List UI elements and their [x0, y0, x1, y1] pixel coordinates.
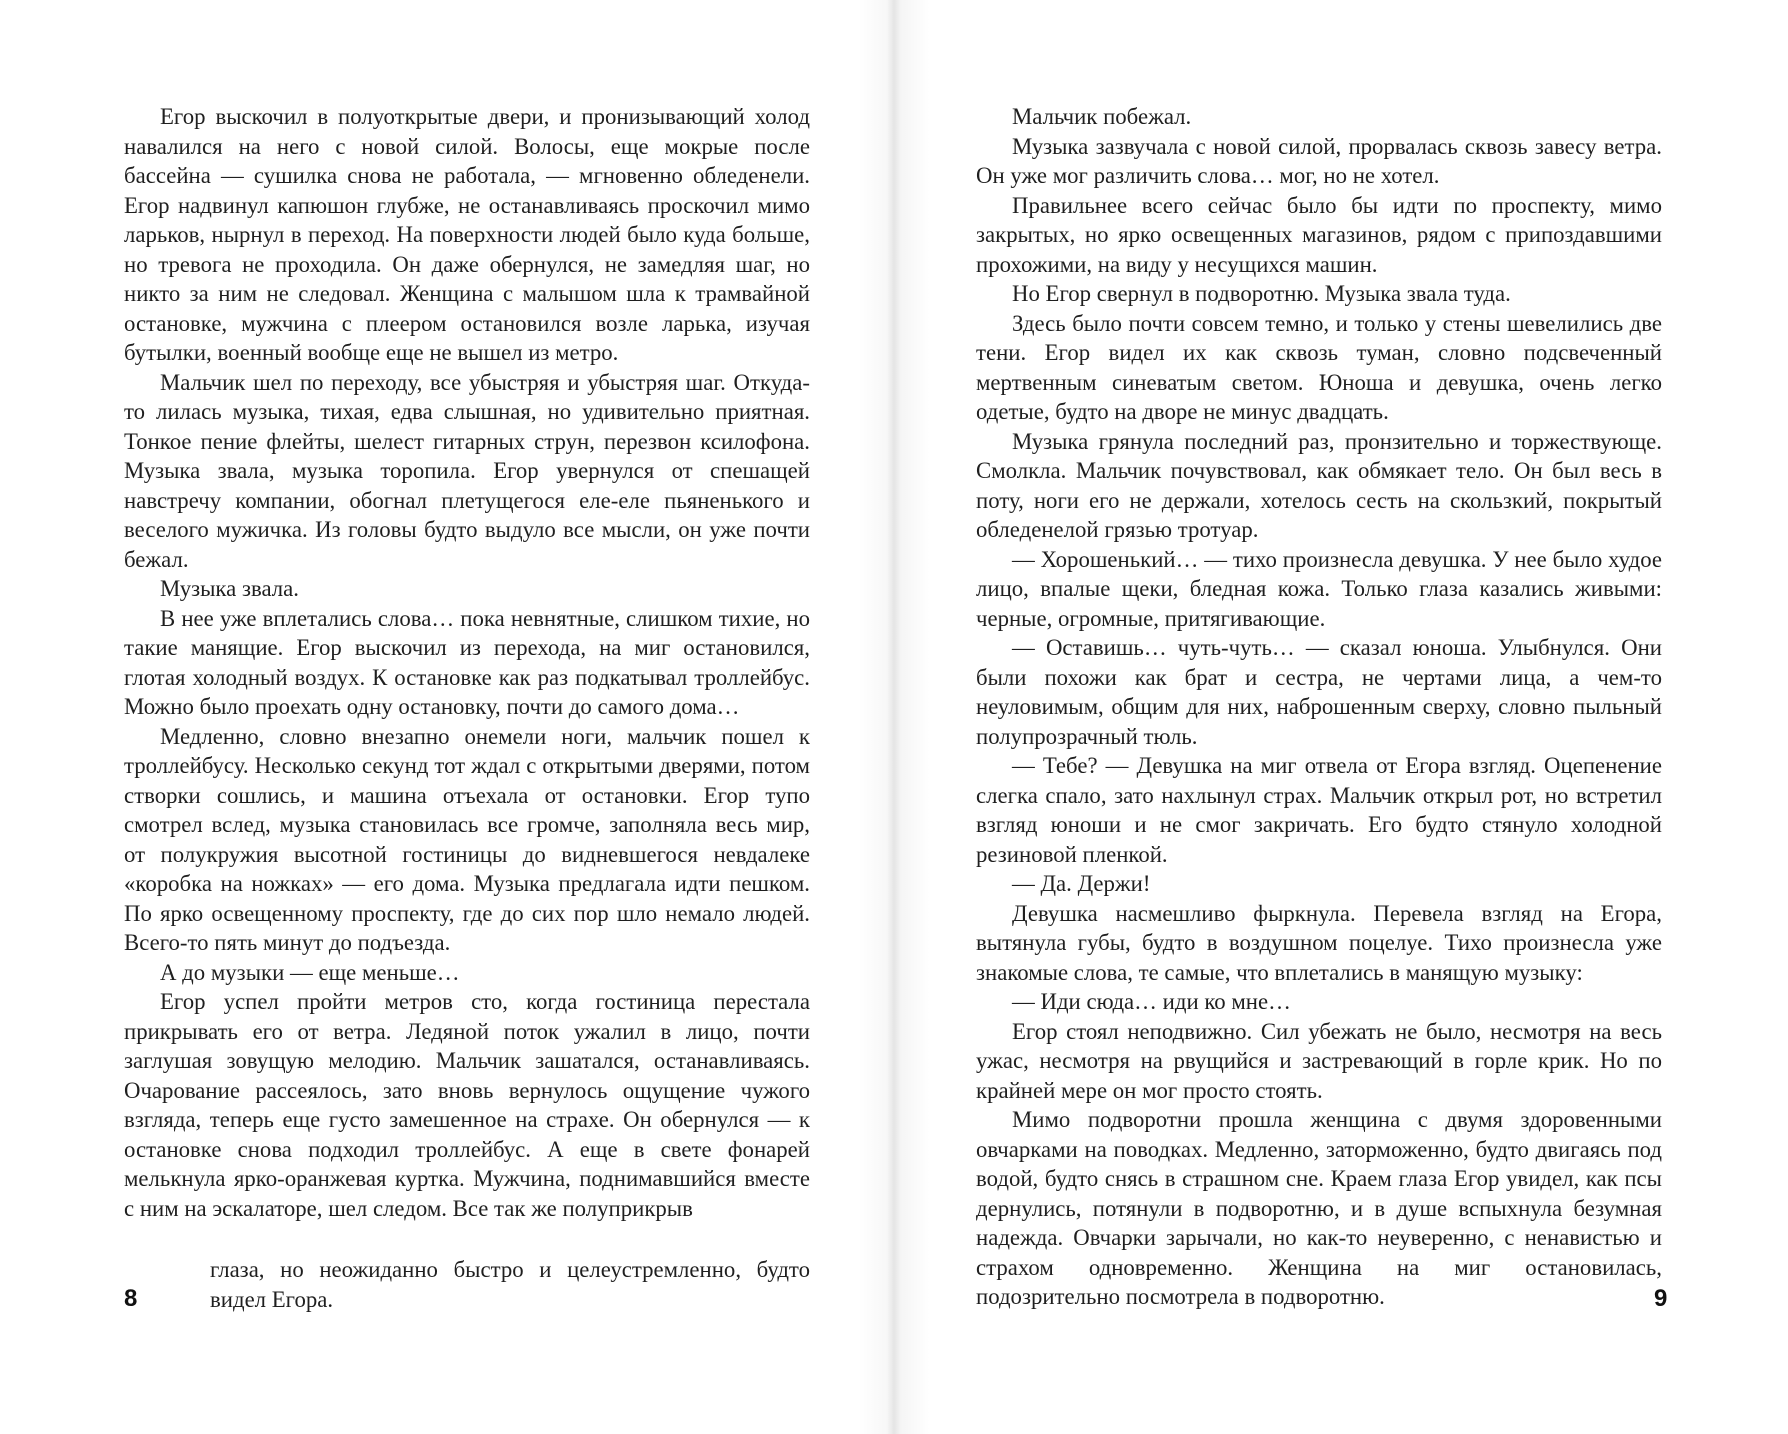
- paragraph: Здесь было почти совсем темно, и только у стены шевелились две тени. Егор видел их как сквозь туман, словно подсвеченный мертвенным синеватым светом. Юноша и девушка, очень легко одетые, будто на дворе не минус двадцать.: [976, 310, 1662, 424]
- left-page-tail-text: глаза, но неожиданно быстро и целеустремленно, будто видел Егора.: [210, 1257, 810, 1312]
- paragraph: А до музыки — еще меньше…: [160, 959, 460, 985]
- page-number: 8: [124, 1285, 138, 1312]
- paragraph: — Да. Держи!: [1012, 871, 1151, 896]
- paragraph: Егор успел пройти метров сто, когда гостиница перестала прикрывать его от ветра. Ледяной поток ужалил в лицо, почти заглушая зовущую мелодию. Мальчик зашатался, останавливаясь. Очарование рассеялось, зато вновь вернулось ощущение чужого взгляда, теперь еще густо замешенное на страхе. Он обернулся — к остановке снова подходил троллейбус. А еще в свете фонарей мелькнула ярко-оранжевая куртка. Мужчина, поднимавшийся вместе с ним на эскалаторе, шел следом. Все так же полуприкрыв: [124, 989, 810, 1221]
- paragraph: Мальчик побежал.: [1012, 104, 1192, 129]
- paragraph: — Иди сюда… иди ко мне…: [1012, 989, 1291, 1014]
- paragraph: Но Егор свернул в подворотню. Музыка звала туда.: [1012, 281, 1511, 306]
- paragraph: — Оставишь… чуть-чуть… — сказал юноша. Улыбнулся. Они были похожи как брат и сестра, не чертами лица, а чем-то неуловимым, общим для них, наброшенным сверху, словно пыльный полупрозрачный тюль.: [976, 635, 1662, 749]
- right-page-text: [976, 102, 1662, 1312]
- paragraph: Мимо подворотни прошла женщина с двумя здоровенными овчарками на поводках. Медленно, заторможенно, будто двигаясь под водой, будто снясь в страшном сне. Краем глаза Егор увидел, как псы дернулись, потянули в подворотню, и в душе вспыхнула безумная надежда. Овчарки зарычали, но как-то неуверенно, с ненавистью и страхом одновременно. Женщина на миг остановилась, подозрительно посмотрела в подворотню.: [976, 1107, 1662, 1309]
- paragraph: Правильнее всего сейчас было бы идти по проспекту, мимо закрытых, но ярко освещенных магазинов, рядом с припоздавшими прохожими, на виду у несущихся машин.: [976, 192, 1662, 277]
- paragraph: Музыка звала.: [160, 576, 299, 601]
- paragraph: Егор выскочил в полуоткрытые двери, и пронизывающий холод навалился на него с новой силой. Волосы, еще мокрые после бассейна — сушилка снова не работала, — мгновенно обледенели. Егор надвинул капюшон глубже, не останавливаясь проскочил мимо ларьков, нырнул в переход. На поверхности людей было куда больше, но тревога не проходила. Он даже обернулся, не замедляя шаг, но никто за ним не следовал. Женщина с малышом шла к трамвайной остановке, мужчина с плеером остановился возле ларька, изучая бутылки, военный вообще еще не вышел из метро.: [124, 104, 810, 365]
- paragraph: Медленно, словно внезапно онемели ноги, мальчик пошел к троллейбусу. Несколько секунд тот ждал с открытыми дверями, потом створки сошлись, и машина отъехала от остановки. Егор тупо смотрел вслед, музыка становилась все громче, заполняла весь мир, от полукружия высотной гостиницы до видневшегося невдалеке «коробка на ножках» — его дома. Музыка предлагала идти пешком. По ярко освещенному проспекту, где до сих пор шло немало людей. Всего-то пять минут до подъезда.: [124, 723, 810, 955]
- paragraph: Девушка насмешливо фыркнула. Перевела взгляд на Егора, вытянула губы, будто в воздушном поцелуе. Тихо произнесла уже знакомые слова, те самые, что вплетались в манящую музыку:: [976, 900, 1662, 985]
- paragraph: Мальчик шел по переходу, все убыстряя и убыстряя шаг. Откуда-то лилась музыка, тихая, едва слышная, но удивительно приятная. Тонкое пение флейты, шелест гитарных струн, перезвон ксилофона. Музыка звала, музыка торопила. Егор увернулся от спешащей навстречу компании, обогнал плетущегося еле-еле пьяненького и веселого мужичка. Из головы будто выдуло все мысли, он уже почти бежал.: [124, 369, 810, 572]
- right-page: [894, 0, 1788, 1434]
- paragraph: — Тебе? — Девушка на миг отвела от Егора взгляд. Оцепенение слегка спало, зато нахлынул страх. Мальчик открыл рот, но встретил взгляд юноши и не смог закричать. Его будто стянуло холодной резиновой пленкой.: [976, 753, 1662, 867]
- paragraph: Музыка грянула последний раз, пронзительно и торжествующе. Смолкла. Мальчик почувствовал, как обмякает тело. Он был весь в поту, ноги его не держали, хотелось сесть на скользкий, покрытый обледенелой грязью тротуар.: [976, 428, 1662, 542]
- left-page-text: [124, 102, 810, 1223]
- paragraph: — Хорошенький… — тихо произнесла девушка. У нее было худое лицо, впалые щеки, бледная кожа. Только глаза казались живыми: черные, огромные, притягивающие.: [976, 546, 1662, 631]
- page-number: 9: [1654, 1285, 1668, 1312]
- paragraph: Музыка зазвучала с новой силой, прорвалась сквозь завесу ветра. Он уже мог различить слова… мог, но не хотел.: [976, 133, 1662, 188]
- book-gutter-shadow: [858, 0, 930, 1434]
- paragraph: В нее уже вплетались слова… пока невнятные, слишком тихие, но такие манящие. Егор выскочил из перехода, на миг остановился, глотая холодный воздух. К остановке как раз подкатывал троллейбус. Можно было проехать одну остановку, почти до самого дома…: [124, 605, 810, 719]
- paragraph: Егор стоял неподвижно. Сил убежать не было, несмотря на весь ужас, несмотря на рвущийся и застревающий в горле крик. Но по крайней мере он мог просто стоять.: [976, 1018, 1662, 1103]
